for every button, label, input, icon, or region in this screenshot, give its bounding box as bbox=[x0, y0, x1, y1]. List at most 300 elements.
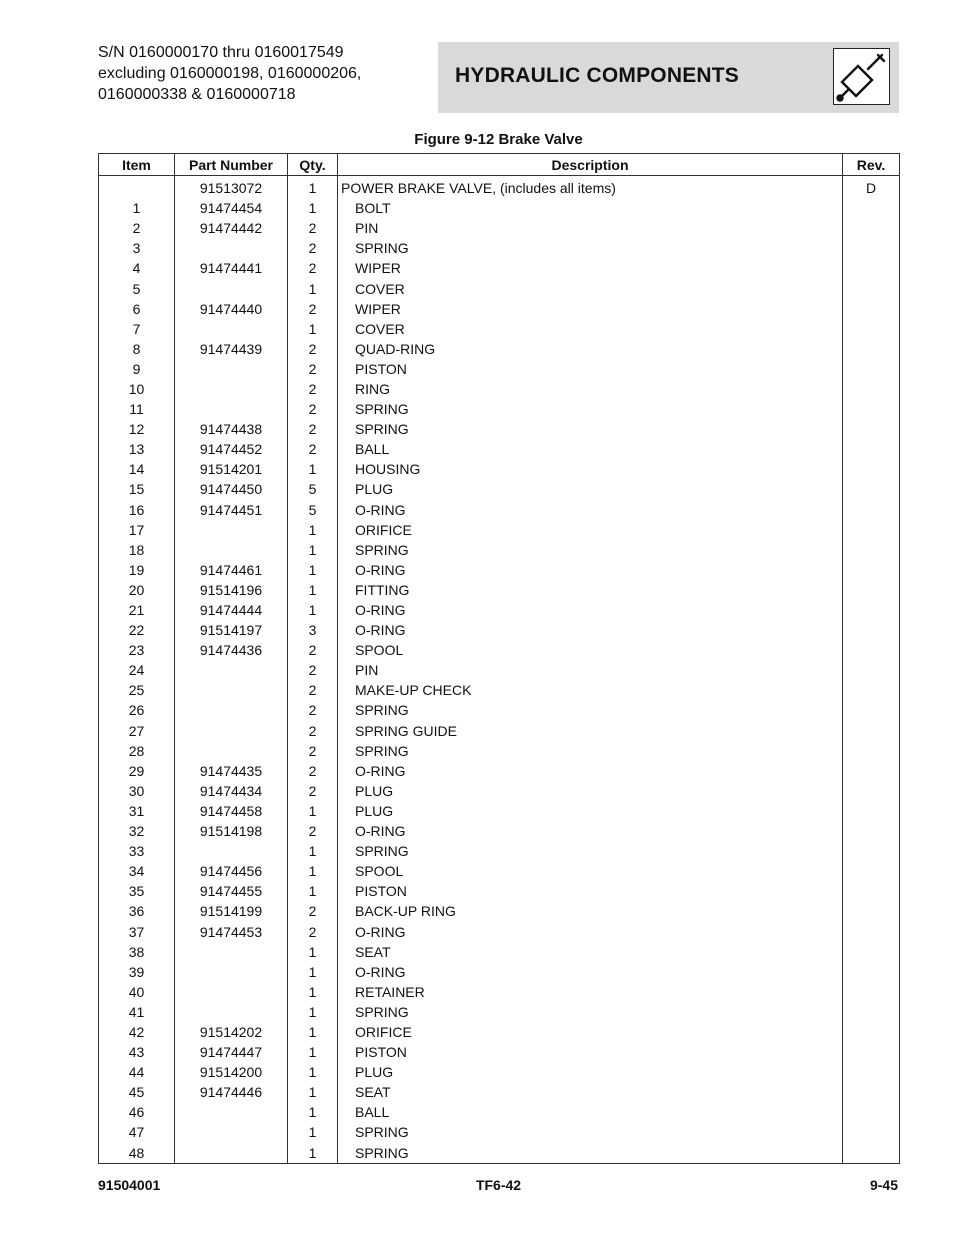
item-cell: 2 bbox=[99, 218, 175, 238]
item-cell: 15 bbox=[99, 479, 175, 499]
part-number-cell: 91514198 bbox=[175, 821, 288, 841]
item-cell: 37 bbox=[99, 921, 175, 941]
qty-cell: 1 bbox=[288, 1062, 338, 1082]
part-number-cell: 91474440 bbox=[175, 299, 288, 319]
item-cell: 16 bbox=[99, 500, 175, 520]
table-row bbox=[99, 319, 900, 339]
table-row bbox=[99, 500, 900, 520]
item-cell: 42 bbox=[99, 1022, 175, 1042]
qty-cell: 1 bbox=[288, 861, 338, 881]
hydraulic-cylinder-icon bbox=[833, 48, 890, 105]
item-cell: 4 bbox=[99, 258, 175, 278]
item-cell: 29 bbox=[99, 761, 175, 781]
description-cell: SPRING bbox=[338, 841, 843, 861]
item-cell: 43 bbox=[99, 1042, 175, 1062]
item-cell: 31 bbox=[99, 801, 175, 821]
column-header-description: Description bbox=[338, 154, 843, 176]
part-number-cell bbox=[175, 741, 288, 761]
description-cell: COVER bbox=[338, 319, 843, 339]
item-cell: 36 bbox=[99, 901, 175, 921]
qty-cell: 1 bbox=[288, 600, 338, 620]
qty-cell: 1 bbox=[288, 198, 338, 218]
description-cell: O-RING bbox=[338, 620, 843, 640]
part-number-cell: 91514200 bbox=[175, 1062, 288, 1082]
item-cell: 27 bbox=[99, 721, 175, 741]
item-cell: 3 bbox=[99, 238, 175, 258]
column-header-item: Item bbox=[99, 154, 175, 176]
item-cell: 8 bbox=[99, 339, 175, 359]
qty-cell: 1 bbox=[288, 278, 338, 298]
rev-cell bbox=[843, 278, 900, 298]
description-cell: SPRING GUIDE bbox=[338, 721, 843, 741]
description-cell: SPOOL bbox=[338, 640, 843, 660]
qty-cell: 1 bbox=[288, 560, 338, 580]
table-row bbox=[99, 1122, 900, 1142]
part-number-cell bbox=[175, 520, 288, 540]
part-number-cell: 91514201 bbox=[175, 459, 288, 479]
qty-cell: 2 bbox=[288, 680, 338, 700]
part-number-cell: 91474461 bbox=[175, 560, 288, 580]
table-row bbox=[99, 921, 900, 941]
description-cell: SEAT bbox=[338, 1082, 843, 1102]
qty-cell: 2 bbox=[288, 299, 338, 319]
description-cell: O-RING bbox=[338, 921, 843, 941]
footer-model: TF6-42 bbox=[475, 1177, 522, 1193]
qty-cell: 1 bbox=[288, 962, 338, 982]
rev-cell: D bbox=[843, 176, 900, 199]
qty-cell: 2 bbox=[288, 439, 338, 459]
rev-cell bbox=[843, 319, 900, 339]
item-cell: 21 bbox=[99, 600, 175, 620]
item-cell bbox=[99, 176, 175, 199]
table-row bbox=[99, 781, 900, 801]
rev-cell bbox=[843, 479, 900, 499]
table-row bbox=[99, 198, 900, 218]
rev-cell bbox=[843, 761, 900, 781]
section-banner bbox=[438, 42, 899, 113]
rev-cell bbox=[843, 620, 900, 640]
qty-cell: 2 bbox=[288, 741, 338, 761]
part-number-cell: 91474441 bbox=[175, 258, 288, 278]
item-cell: 46 bbox=[99, 1102, 175, 1122]
serial-line: 0160000338 & 0160000718 bbox=[98, 86, 296, 103]
table-row bbox=[99, 1082, 900, 1102]
part-number-cell: 91514202 bbox=[175, 1022, 288, 1042]
description-cell: SPRING bbox=[338, 1122, 843, 1142]
part-number-cell: 91474454 bbox=[175, 198, 288, 218]
table-row bbox=[99, 1102, 900, 1122]
description-cell: PLUG bbox=[338, 479, 843, 499]
part-number-cell: 91513072 bbox=[175, 176, 288, 199]
part-number-cell bbox=[175, 1143, 288, 1164]
table-row bbox=[99, 520, 900, 540]
item-cell: 25 bbox=[99, 680, 175, 700]
qty-cell: 2 bbox=[288, 399, 338, 419]
qty-cell: 2 bbox=[288, 640, 338, 660]
table-row bbox=[99, 901, 900, 921]
part-number-cell: 91474446 bbox=[175, 1082, 288, 1102]
part-number-cell bbox=[175, 680, 288, 700]
part-number-cell: 91474447 bbox=[175, 1042, 288, 1062]
description-cell: BOLT bbox=[338, 198, 843, 218]
description-cell: SPRING bbox=[338, 238, 843, 258]
table-row bbox=[99, 962, 900, 982]
qty-cell: 1 bbox=[288, 1102, 338, 1122]
qty-cell: 2 bbox=[288, 821, 338, 841]
rev-cell bbox=[843, 359, 900, 379]
qty-cell: 2 bbox=[288, 721, 338, 741]
description-cell: BALL bbox=[338, 439, 843, 459]
item-cell: 48 bbox=[99, 1143, 175, 1164]
qty-cell: 1 bbox=[288, 1002, 338, 1022]
rev-cell bbox=[843, 680, 900, 700]
part-number-cell bbox=[175, 379, 288, 399]
part-number-cell: 91474458 bbox=[175, 801, 288, 821]
table-row bbox=[99, 258, 900, 278]
description-cell: SEAT bbox=[338, 942, 843, 962]
qty-cell: 2 bbox=[288, 379, 338, 399]
description-cell: POWER BRAKE VALVE, (includes all items) bbox=[338, 176, 843, 199]
part-number-cell bbox=[175, 238, 288, 258]
table-row bbox=[99, 379, 900, 399]
part-number-cell: 91514197 bbox=[175, 620, 288, 640]
description-cell: SPRING bbox=[338, 741, 843, 761]
rev-cell bbox=[843, 942, 900, 962]
item-cell: 44 bbox=[99, 1062, 175, 1082]
rev-cell bbox=[843, 520, 900, 540]
item-cell: 34 bbox=[99, 861, 175, 881]
part-number-cell bbox=[175, 982, 288, 1002]
description-cell: WIPER bbox=[338, 299, 843, 319]
item-cell: 35 bbox=[99, 881, 175, 901]
rev-cell bbox=[843, 741, 900, 761]
description-cell: PISTON bbox=[338, 1042, 843, 1062]
rev-cell bbox=[843, 258, 900, 278]
qty-cell: 1 bbox=[288, 942, 338, 962]
qty-cell: 2 bbox=[288, 238, 338, 258]
qty-cell: 2 bbox=[288, 339, 338, 359]
description-cell: SPRING bbox=[338, 419, 843, 439]
rev-cell bbox=[843, 962, 900, 982]
qty-cell: 2 bbox=[288, 258, 338, 278]
table-row bbox=[99, 399, 900, 419]
part-number-cell bbox=[175, 1002, 288, 1022]
qty-cell: 1 bbox=[288, 1042, 338, 1062]
description-cell: ORIFICE bbox=[338, 520, 843, 540]
column-header-rev: Rev. bbox=[843, 154, 900, 176]
description-cell: PIN bbox=[338, 660, 843, 680]
item-cell: 22 bbox=[99, 620, 175, 640]
table-row bbox=[99, 560, 900, 580]
description-cell: BACK-UP RING bbox=[338, 901, 843, 921]
part-number-cell bbox=[175, 721, 288, 741]
item-cell: 45 bbox=[99, 1082, 175, 1102]
part-number-cell: 91474439 bbox=[175, 339, 288, 359]
serial-line: excluding 0160000198, 0160000206, bbox=[98, 65, 362, 82]
table-row bbox=[99, 680, 900, 700]
rev-cell bbox=[843, 821, 900, 841]
serial-number-range bbox=[98, 42, 428, 105]
table-row bbox=[99, 278, 900, 298]
qty-cell: 2 bbox=[288, 781, 338, 801]
section-title: HYDRAULIC COMPONENTS bbox=[455, 64, 740, 87]
rev-cell bbox=[843, 861, 900, 881]
description-cell: BALL bbox=[338, 1102, 843, 1122]
part-number-cell: 91474450 bbox=[175, 479, 288, 499]
column-header-qty: Qty. bbox=[288, 154, 338, 176]
part-number-cell: 91474455 bbox=[175, 881, 288, 901]
rev-cell bbox=[843, 921, 900, 941]
item-cell: 40 bbox=[99, 982, 175, 1002]
qty-cell: 1 bbox=[288, 1122, 338, 1142]
part-number-cell bbox=[175, 278, 288, 298]
qty-cell: 1 bbox=[288, 1143, 338, 1164]
table-row bbox=[99, 721, 900, 741]
qty-cell: 2 bbox=[288, 359, 338, 379]
table-row bbox=[99, 861, 900, 881]
rev-cell bbox=[843, 801, 900, 821]
qty-cell: 1 bbox=[288, 580, 338, 600]
part-number-cell bbox=[175, 1122, 288, 1142]
item-cell: 6 bbox=[99, 299, 175, 319]
part-number-cell: 91474453 bbox=[175, 921, 288, 941]
table-row bbox=[99, 359, 900, 379]
qty-cell: 2 bbox=[288, 761, 338, 781]
rev-cell bbox=[843, 841, 900, 861]
rev-cell bbox=[843, 339, 900, 359]
part-number-cell bbox=[175, 942, 288, 962]
table-row bbox=[99, 540, 900, 560]
part-number-cell bbox=[175, 660, 288, 680]
part-number-cell bbox=[175, 319, 288, 339]
part-number-cell bbox=[175, 540, 288, 560]
item-cell: 7 bbox=[99, 319, 175, 339]
qty-cell: 2 bbox=[288, 700, 338, 720]
rev-cell bbox=[843, 1062, 900, 1082]
description-cell: COVER bbox=[338, 278, 843, 298]
item-cell: 10 bbox=[99, 379, 175, 399]
qty-cell: 5 bbox=[288, 479, 338, 499]
qty-cell: 2 bbox=[288, 660, 338, 680]
footer-page-number: 9-45 bbox=[869, 1177, 898, 1193]
description-cell: SPRING bbox=[338, 399, 843, 419]
description-cell: RING bbox=[338, 379, 843, 399]
item-cell: 28 bbox=[99, 741, 175, 761]
rev-cell bbox=[843, 881, 900, 901]
item-cell: 19 bbox=[99, 560, 175, 580]
part-number-cell: 91474434 bbox=[175, 781, 288, 801]
rev-cell bbox=[843, 299, 900, 319]
part-number-cell: 91474442 bbox=[175, 218, 288, 238]
item-cell: 32 bbox=[99, 821, 175, 841]
table-row bbox=[99, 741, 900, 761]
description-cell: WIPER bbox=[338, 258, 843, 278]
part-number-cell bbox=[175, 841, 288, 861]
rev-cell bbox=[843, 560, 900, 580]
item-cell: 38 bbox=[99, 942, 175, 962]
rev-cell bbox=[843, 1143, 900, 1164]
part-number-cell: 91474435 bbox=[175, 761, 288, 781]
qty-cell: 2 bbox=[288, 419, 338, 439]
table-row bbox=[99, 841, 900, 861]
description-cell: HOUSING bbox=[338, 459, 843, 479]
part-number-cell bbox=[175, 399, 288, 419]
serial-line: S/N 0160000170 thru 0160017549 bbox=[98, 44, 344, 61]
rev-cell bbox=[843, 198, 900, 218]
description-cell: PLUG bbox=[338, 781, 843, 801]
table-row bbox=[99, 1002, 900, 1022]
item-cell: 12 bbox=[99, 419, 175, 439]
description-cell: O-RING bbox=[338, 962, 843, 982]
description-cell: O-RING bbox=[338, 821, 843, 841]
table-row bbox=[99, 580, 900, 600]
item-cell: 14 bbox=[99, 459, 175, 479]
rev-cell bbox=[843, 540, 900, 560]
table-row bbox=[99, 459, 900, 479]
rev-cell bbox=[843, 721, 900, 741]
rev-cell bbox=[843, 660, 900, 680]
item-cell: 18 bbox=[99, 540, 175, 560]
description-cell: MAKE-UP CHECK bbox=[338, 680, 843, 700]
rev-cell bbox=[843, 1002, 900, 1022]
rev-cell bbox=[843, 1102, 900, 1122]
table-row bbox=[99, 299, 900, 319]
description-cell: PLUG bbox=[338, 801, 843, 821]
description-cell: FITTING bbox=[338, 580, 843, 600]
qty-cell: 2 bbox=[288, 218, 338, 238]
part-number-cell: 91514196 bbox=[175, 580, 288, 600]
item-cell: 33 bbox=[99, 841, 175, 861]
description-cell: RETAINER bbox=[338, 982, 843, 1002]
rev-cell bbox=[843, 580, 900, 600]
rev-cell bbox=[843, 640, 900, 660]
part-number-cell: 91474456 bbox=[175, 861, 288, 881]
table-row bbox=[99, 176, 900, 199]
item-cell: 39 bbox=[99, 962, 175, 982]
part-number-cell: 91474451 bbox=[175, 500, 288, 520]
rev-cell bbox=[843, 459, 900, 479]
rev-cell bbox=[843, 982, 900, 1002]
rev-cell bbox=[843, 1122, 900, 1142]
qty-cell: 1 bbox=[288, 319, 338, 339]
qty-cell: 1 bbox=[288, 982, 338, 1002]
rev-cell bbox=[843, 238, 900, 258]
qty-cell: 1 bbox=[288, 1022, 338, 1042]
rev-cell bbox=[843, 781, 900, 801]
qty-cell: 1 bbox=[288, 881, 338, 901]
rev-cell bbox=[843, 439, 900, 459]
table-row bbox=[99, 1042, 900, 1062]
table-row bbox=[99, 339, 900, 359]
part-number-cell: 91474452 bbox=[175, 439, 288, 459]
rev-cell bbox=[843, 218, 900, 238]
item-cell: 1 bbox=[99, 198, 175, 218]
qty-cell: 2 bbox=[288, 921, 338, 941]
table-row bbox=[99, 479, 900, 499]
item-cell: 11 bbox=[99, 399, 175, 419]
rev-cell bbox=[843, 399, 900, 419]
item-cell: 9 bbox=[99, 359, 175, 379]
description-cell: PISTON bbox=[338, 881, 843, 901]
table-header-row bbox=[99, 154, 900, 176]
rev-cell bbox=[843, 700, 900, 720]
table-row bbox=[99, 1143, 900, 1164]
description-cell: O-RING bbox=[338, 500, 843, 520]
description-cell: SPRING bbox=[338, 1143, 843, 1164]
table-row bbox=[99, 821, 900, 841]
parts-table-body bbox=[99, 176, 900, 1164]
item-cell: 23 bbox=[99, 640, 175, 660]
description-cell: O-RING bbox=[338, 761, 843, 781]
rev-cell bbox=[843, 1042, 900, 1062]
table-row bbox=[99, 620, 900, 640]
description-cell: PISTON bbox=[338, 359, 843, 379]
table-row bbox=[99, 881, 900, 901]
table-row bbox=[99, 640, 900, 660]
table-row bbox=[99, 439, 900, 459]
item-cell: 47 bbox=[99, 1122, 175, 1142]
part-number-cell bbox=[175, 962, 288, 982]
part-number-cell bbox=[175, 359, 288, 379]
table-row bbox=[99, 218, 900, 238]
rev-cell bbox=[843, 1022, 900, 1042]
table-row bbox=[99, 942, 900, 962]
part-number-cell: 91474436 bbox=[175, 640, 288, 660]
item-cell: 5 bbox=[99, 278, 175, 298]
description-cell: SPRING bbox=[338, 540, 843, 560]
footer-document-number: 91504001 bbox=[98, 1177, 161, 1193]
qty-cell: 2 bbox=[288, 901, 338, 921]
rev-cell bbox=[843, 1082, 900, 1102]
description-cell: O-RING bbox=[338, 600, 843, 620]
table-row bbox=[99, 600, 900, 620]
qty-cell: 1 bbox=[288, 459, 338, 479]
rev-cell bbox=[843, 901, 900, 921]
part-number-cell: 91514199 bbox=[175, 901, 288, 921]
part-number-cell: 91474438 bbox=[175, 419, 288, 439]
qty-cell: 1 bbox=[288, 176, 338, 199]
item-cell: 41 bbox=[99, 1002, 175, 1022]
part-number-cell bbox=[175, 700, 288, 720]
table-row bbox=[99, 801, 900, 821]
qty-cell: 5 bbox=[288, 500, 338, 520]
table-row bbox=[99, 238, 900, 258]
part-number-cell: 91474444 bbox=[175, 600, 288, 620]
item-cell: 26 bbox=[99, 700, 175, 720]
description-cell: PIN bbox=[338, 218, 843, 238]
item-cell: 20 bbox=[99, 580, 175, 600]
description-cell: ORIFICE bbox=[338, 1022, 843, 1042]
item-cell: 17 bbox=[99, 520, 175, 540]
rev-cell bbox=[843, 500, 900, 520]
rev-cell bbox=[843, 379, 900, 399]
rev-cell bbox=[843, 600, 900, 620]
table-row bbox=[99, 700, 900, 720]
qty-cell: 1 bbox=[288, 801, 338, 821]
qty-cell: 1 bbox=[288, 520, 338, 540]
figure-title: Figure 9-12 Brake Valve bbox=[414, 131, 583, 148]
table-row bbox=[99, 1062, 900, 1082]
description-cell: QUAD-RING bbox=[338, 339, 843, 359]
table-row bbox=[99, 1022, 900, 1042]
parts-table bbox=[98, 153, 900, 1164]
qty-cell: 1 bbox=[288, 841, 338, 861]
rev-cell bbox=[843, 419, 900, 439]
table-row bbox=[99, 761, 900, 781]
description-cell: SPOOL bbox=[338, 861, 843, 881]
qty-cell: 1 bbox=[288, 1082, 338, 1102]
description-cell: PLUG bbox=[338, 1062, 843, 1082]
